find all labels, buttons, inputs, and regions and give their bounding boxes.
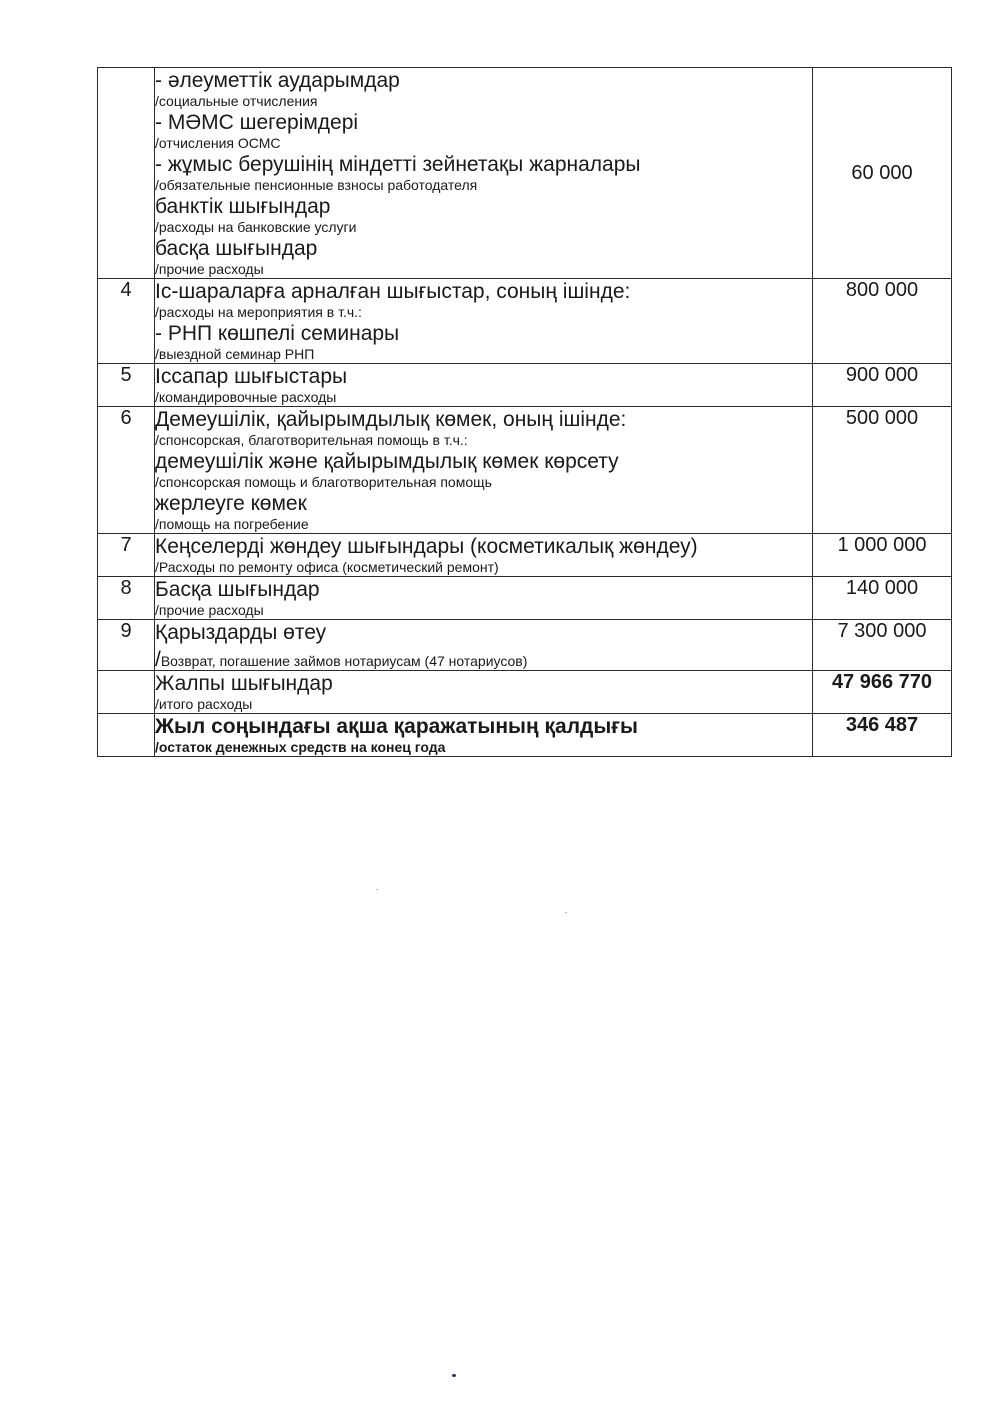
item-title-kz: Іс-шараларға арналған шығыстар, соның ішінде: [155,280,631,303]
item-title-ru: /социальные отчисления [155,93,318,109]
row-number: 7 [98,534,155,577]
row-amount: 1 000 000 [813,534,952,577]
item-title-ru [155,648,812,671]
scan-speck [565,912,567,913]
item-title-ru: /помощь на погребение [155,516,309,532]
row-description [155,534,813,577]
table-row [98,620,952,671]
table-row [98,577,952,620]
item-title-kz: Демеушілік, қайырымдылық көмек, оның ішінде: [155,408,627,431]
table-row [98,407,952,534]
item-title-ru-text: Возврат, погашение займов нотариусам (47 нотариусов) [160,653,528,669]
item-title-kz: банктік шығындар [155,195,331,218]
row-amount: 800 000 [813,279,952,364]
scan-speck [376,889,378,890]
row-description [155,714,813,757]
ink-dot [452,1374,456,1377]
row-description [155,620,813,671]
budget-table [97,67,952,757]
item-title-ru: /прочие расходы [155,261,264,277]
row-description [155,279,813,364]
balance-row [98,714,952,757]
total-row [98,671,952,714]
row-number [98,671,155,714]
row-number [98,714,155,757]
row-amount: 900 000 [813,364,952,407]
row-description [155,68,813,279]
item-title-kz: Қарыздарды өтеу [155,621,327,644]
row-description [155,407,813,534]
item-title-ru: /обязательные пенсионные взносы работодателя [155,177,478,193]
item-title-kz: Кеңселерді жөндеу шығындары (косметикалық жөндеу) [155,535,698,558]
item-title-kz: - жұмыс берушінің міндетті зейнетақы жарналары [155,153,641,176]
item-title-ru: /расходы на мероприятия в т.ч.: [155,304,362,320]
row-amount: 60 000 [813,68,952,279]
row-description [155,671,813,714]
table-row [98,534,952,577]
row-description [155,364,813,407]
item-title-kz: Іссапар шығыстары [155,365,348,388]
item-title-kz: демеушілік және қайырымдылық көмек көрсету [155,450,619,473]
slash-mark: / [155,648,161,671]
row-amount: 140 000 [813,577,952,620]
row-number: 9 [98,620,155,671]
total-title-ru: /итого расходы [155,696,253,712]
row-number: 4 [98,279,155,364]
balance-amount: 346 487 [813,714,952,757]
item-title-ru: /спонсорская, благотворительная помощь в т.ч.: [155,432,468,448]
table-row [98,279,952,364]
total-amount: 47 966 770 [813,671,952,714]
item-title-kz: - әлеуметтік аударымдар [155,69,400,92]
balance-title-ru: /остаток денежных средств на конец года [155,739,446,755]
row-number [98,68,155,279]
item-title-ru: /отчисления ОСМС [155,135,281,151]
item-title-ru: /командировочные расходы [155,389,337,405]
row-amount: 7 300 000 [813,620,952,671]
item-title-kz: Басқа шығындар [155,578,320,601]
total-title-kz: Жалпы шығындар [155,672,333,695]
table-row [98,364,952,407]
item-title-ru: /выездной семинар РНП [155,346,315,362]
row-number: 8 [98,577,155,620]
row-amount: 500 000 [813,407,952,534]
item-title-ru: /прочие расходы [155,602,264,618]
table-row [98,68,952,279]
item-title-ru: /Расходы по ремонту офиса (косметический ремонт) [155,559,499,575]
item-title-ru: /спонсорская помощь и благотворительная помощь [155,474,492,490]
item-title-kz: басқа шығындар [155,237,318,260]
item-title-kz: - МӘМС шегерімдері [155,111,359,134]
row-description [155,577,813,620]
row-number: 6 [98,407,155,534]
item-title-ru: /расходы на банковские услуги [155,219,357,235]
item-title-kz: - РНП көшпелі семинары [155,322,400,345]
row-number: 5 [98,364,155,407]
item-title-kz: жерлеуге көмек [155,492,307,515]
balance-title-kz: Жыл соңындағы ақша қаражатының қалдығы [155,715,638,738]
